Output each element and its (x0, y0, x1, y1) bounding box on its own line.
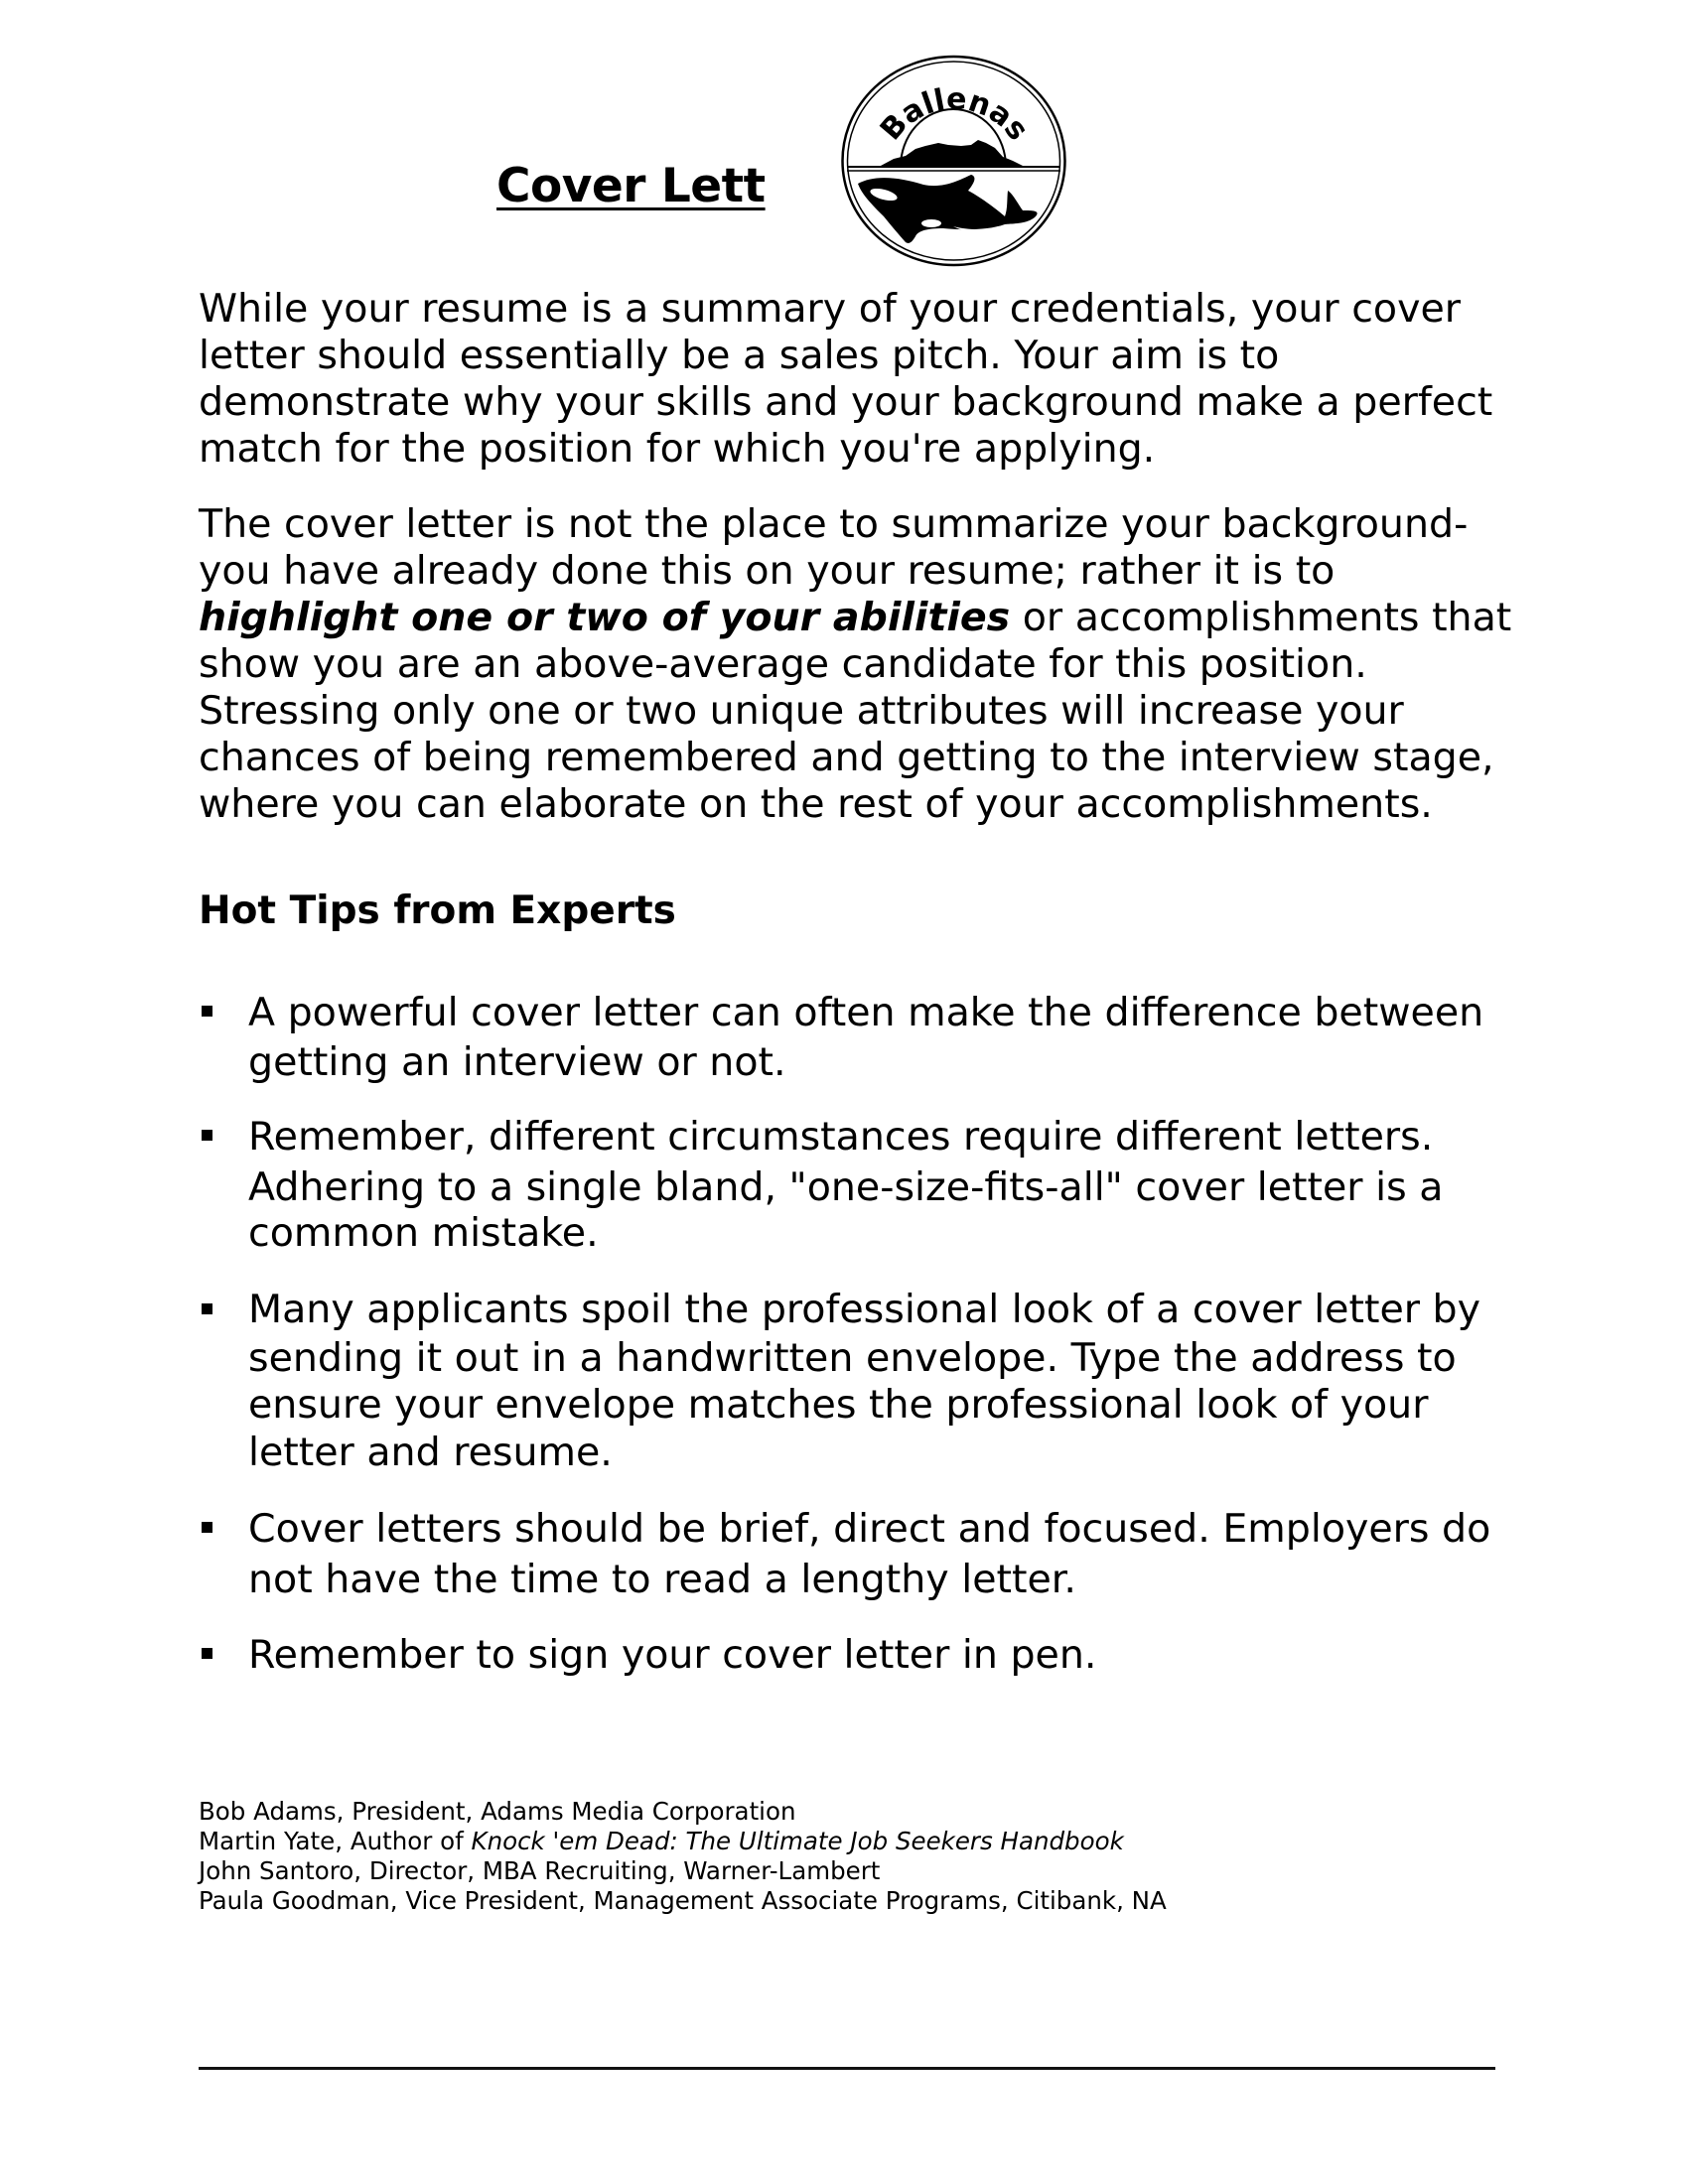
text-line: The cover letter is not the place to summarize your background- (199, 501, 1469, 547)
bullet-square-icon (202, 1648, 212, 1659)
intro-paragraph (199, 286, 1492, 473)
credit-line: Bob Adams, President, Adams Media Corporation (199, 1797, 796, 1826)
credit-line: Paula Goodman, Vice President, Management Associate Programs, Citibank, NA (199, 1886, 1167, 1915)
bullet-square-icon (202, 1130, 212, 1141)
text-line: Remember, different circumstances require different letters. (248, 1114, 1434, 1160)
page-title: Cover Lett (496, 159, 766, 213)
text-line: you have already done this on your resume; rather it is to (199, 548, 1336, 594)
footer-divider (199, 2067, 1495, 2070)
text-line: Adhering to a single bland, "one-size-fits-all" cover letter is a (248, 1164, 1444, 1210)
text-line: Stressing only one or two unique attributes will increase your (199, 688, 1404, 734)
text-line-emphasis (199, 595, 1511, 641)
text-line: letter and resume. (248, 1430, 613, 1475)
text-line: chances of being remembered and getting to the interview stage, (199, 735, 1494, 780)
text-line: ensure your envelope matches the professional look of your (248, 1382, 1429, 1428)
expert-credits (199, 1797, 1167, 1916)
tips-heading: Hot Tips from Experts (199, 888, 676, 933)
credit-text: Martin Yate, Author of (199, 1827, 472, 1855)
bullet-square-icon (202, 1522, 212, 1533)
text-line: A powerful cover letter can often make the difference between (248, 990, 1484, 1035)
text-line: getting an interview or not. (248, 1039, 786, 1085)
logo-text: Ballenas (873, 81, 1036, 148)
bullet-square-icon (202, 1303, 212, 1314)
text-line: Many applicants spoil the professional look of a cover letter by (248, 1287, 1481, 1332)
text-line: letter should essentially be a sales pitch. Your aim is to (199, 333, 1280, 378)
text-line: where you can elaborate on the rest of your accomplishments. (199, 781, 1433, 827)
text-line: sending it out in a handwritten envelope. Type the address to (248, 1335, 1457, 1381)
text-line: match for the position for which you're applying. (199, 426, 1156, 472)
book-title: Knock 'em Dead: The Ultimate Job Seekers Handbook (471, 1827, 1124, 1855)
credit-line (199, 1827, 1167, 1856)
text-line: While your resume is a summary of your credentials, your cover (199, 286, 1462, 332)
credit-line: John Santoro, Director, MBA Recruiting, Warner-Lambert (199, 1856, 881, 1885)
emphasis-text: highlight one or two of your abilities (199, 595, 1011, 640)
bullet-square-icon (202, 1006, 212, 1017)
text-fragment: or accomplishments that (1010, 595, 1512, 640)
text-line: Cover letters should be brief, direct and focused. Employers do (248, 1506, 1491, 1552)
text-line: Remember to sign your cover letter in pen. (248, 1632, 1097, 1678)
text-line: not have the time to read a lengthy letter. (248, 1557, 1076, 1602)
text-line: show you are an above-average candidate for this position. (199, 641, 1367, 687)
ballenas-logo-icon (834, 50, 1072, 273)
second-paragraph (199, 501, 1511, 828)
text-line: common mistake. (248, 1210, 599, 1256)
text-line: demonstrate why your skills and your background make a perfect (199, 379, 1493, 425)
